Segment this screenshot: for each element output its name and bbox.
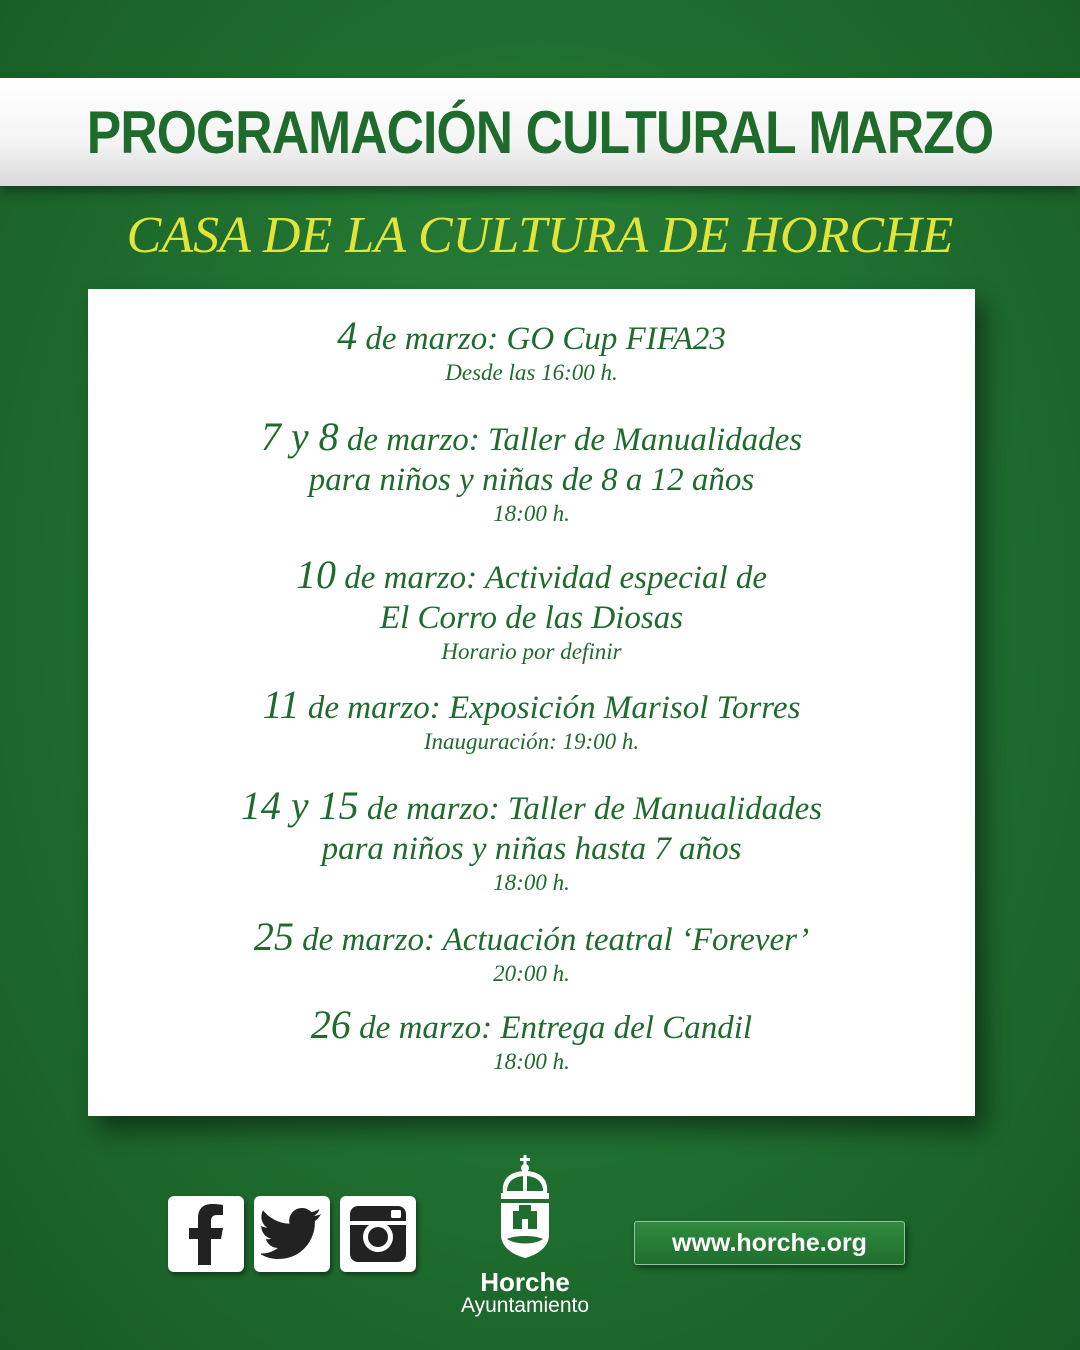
facebook-icon (181, 1203, 231, 1265)
event-title: de marzo: Exposición Marisol Torres (299, 690, 801, 726)
instagram-icon (347, 1203, 409, 1265)
event-day: 11 (262, 682, 300, 727)
facebook-link[interactable] (168, 1196, 244, 1272)
event-title: de marzo: GO Cup FIFA23 (357, 321, 726, 357)
event-item (88, 414, 975, 528)
event-title-line2: para niños y niñas de 8 a 12 años (308, 462, 755, 498)
event-time: 18:00 h. (493, 1049, 570, 1074)
logo-name: Horche (480, 1267, 570, 1297)
event-title-line2: para niños y niñas hasta 7 años (321, 831, 742, 867)
twitter-link[interactable] (254, 1196, 330, 1272)
event-title: de marzo: Entrega del Candil (350, 1010, 753, 1046)
horche-logo (440, 1155, 610, 1317)
event-item (88, 783, 975, 897)
logo-subtitle: Ayuntamiento (460, 1294, 590, 1317)
event-title: de marzo: Taller de Manualidades (358, 791, 823, 827)
event-title: de marzo: Actividad especial de (335, 560, 768, 596)
event-day: 25 (253, 914, 294, 959)
event-day: 10 (295, 552, 336, 597)
instagram-link[interactable] (340, 1196, 416, 1272)
page-title: PROGRAMACIÓN CULTURAL MARZO (86, 98, 994, 166)
event-day: 14 y 15 (240, 783, 359, 828)
title-banner (0, 78, 1080, 186)
event-item (88, 1002, 975, 1076)
event-item (88, 552, 975, 666)
twitter-icon (261, 1208, 323, 1260)
event-time: 18:00 h. (493, 870, 570, 895)
event-title-line2: El Corro de las Diosas (379, 600, 684, 636)
event-item (88, 313, 975, 387)
event-time: Inauguración: 19:00 h. (423, 729, 640, 754)
events-panel (88, 289, 975, 1116)
event-day: 4 (337, 313, 358, 358)
event-item (88, 914, 975, 988)
page-subtitle: CASA DE LA CULTURA DE HORCHE (126, 207, 954, 264)
social-links (168, 1196, 416, 1272)
event-time: Horario por definir (441, 639, 622, 664)
website-link[interactable]: www.horche.org (634, 1221, 905, 1265)
event-time: Desde las 16:00 h. (445, 360, 618, 385)
coat-of-arms-icon (495, 1155, 555, 1260)
event-time: 18:00 h. (493, 501, 570, 526)
event-time: 20:00 h. (493, 961, 570, 986)
event-title: de marzo: Taller de Manualidades (338, 422, 803, 458)
event-day: 7 y 8 (260, 414, 339, 459)
event-title: de marzo: Actuación teatral ‘Forever’ (293, 922, 810, 958)
event-item (88, 682, 975, 756)
event-day: 26 (310, 1002, 351, 1047)
